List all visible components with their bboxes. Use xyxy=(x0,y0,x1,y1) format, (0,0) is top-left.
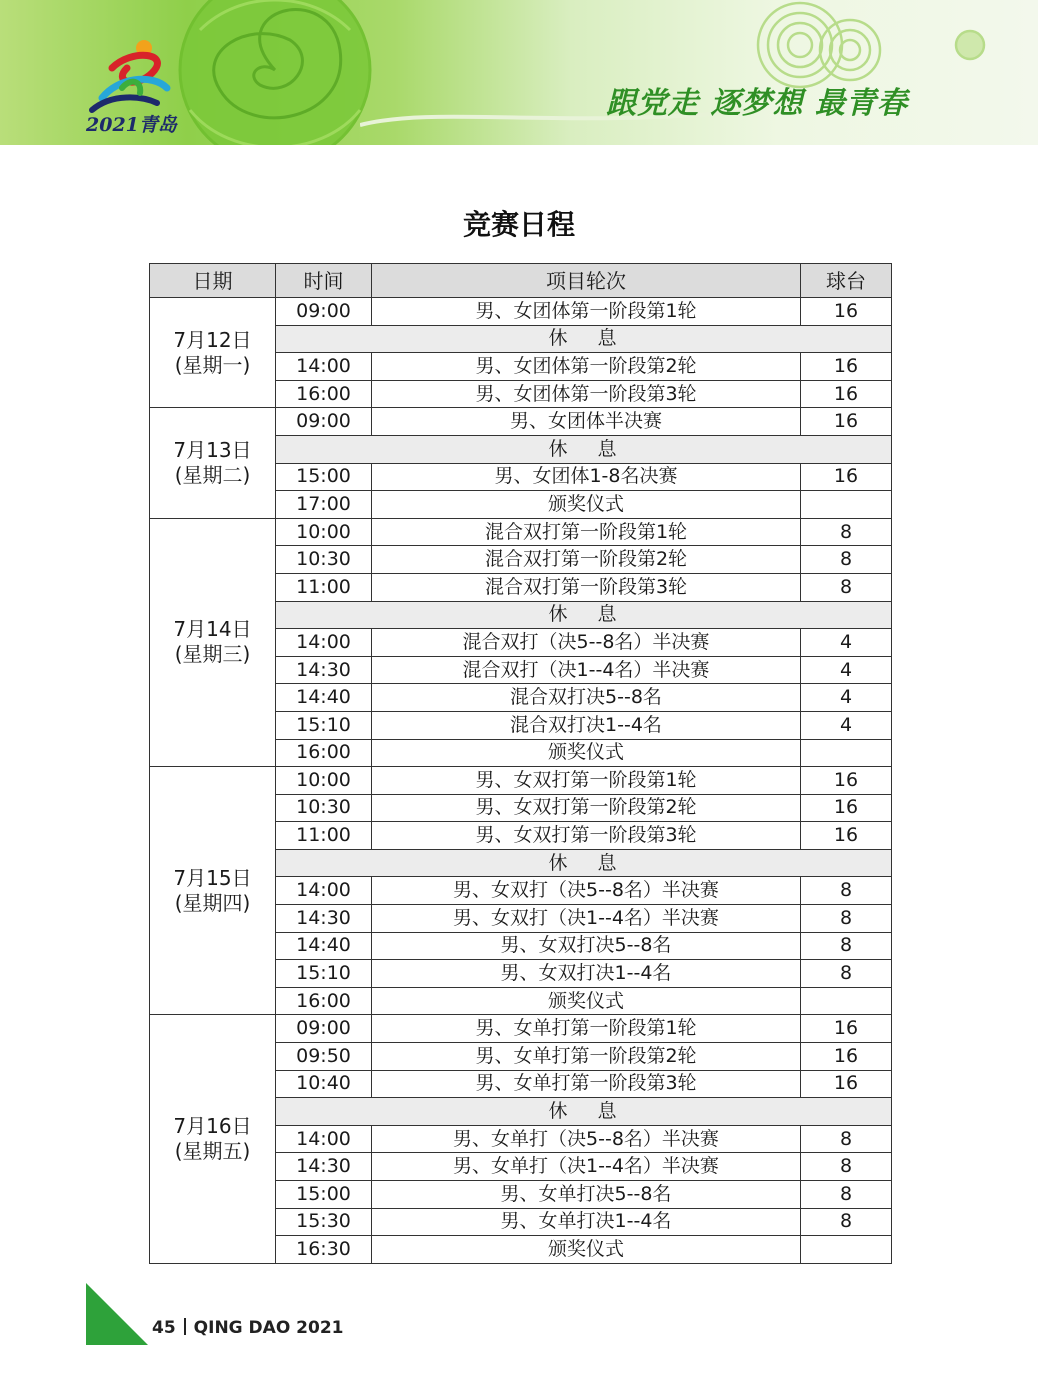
time-cell: 14:40 xyxy=(276,932,372,960)
publication-name: QING DAO 2021 xyxy=(193,1318,344,1338)
rest-label-a: 休 xyxy=(548,327,570,350)
tables-cell: 4 xyxy=(801,629,892,657)
event-cell: 男、女单打第一阶段第2轮 xyxy=(372,1043,801,1071)
time-cell: 15:10 xyxy=(276,711,372,739)
event-cell: 混合双打（决1--4名）半决赛 xyxy=(372,656,801,684)
event-cell: 男、女团体第一阶段第1轮 xyxy=(372,298,801,326)
tables-cell: 8 xyxy=(801,1181,892,1209)
tables-cell: 8 xyxy=(801,518,892,546)
tables-cell: 8 xyxy=(801,1125,892,1153)
page-title: 竞赛日程 xyxy=(462,208,575,241)
tables-cell: 16 xyxy=(801,408,892,436)
column-header-tables: 球台 xyxy=(801,264,892,298)
tables-cell: 8 xyxy=(801,877,892,905)
rest-label-a: 休 xyxy=(548,851,570,874)
event-cell: 混合双打第一阶段第2轮 xyxy=(372,546,801,574)
column-header-event: 项目轮次 xyxy=(372,264,801,298)
tables-cell: 16 xyxy=(801,353,892,381)
event-cell: 男、女双打第一阶段第3轮 xyxy=(372,822,801,850)
rest-label-b: 息 xyxy=(597,1100,619,1123)
rest-cell xyxy=(276,849,892,877)
tables-cell: 8 xyxy=(801,1208,892,1236)
green-flower-graphic xyxy=(160,0,390,145)
time-cell: 15:00 xyxy=(276,463,372,491)
rest-label-b: 息 xyxy=(597,327,619,350)
event-cell: 男、女单打第一阶段第3轮 xyxy=(372,1070,801,1098)
event-cell: 男、女单打（决1--4名）半决赛 xyxy=(372,1153,801,1181)
time-cell: 10:40 xyxy=(276,1070,372,1098)
weekday-text: (星期五) xyxy=(174,1139,251,1164)
rest-label-b: 息 xyxy=(597,437,619,460)
event-cell: 男、女单打决1--4名 xyxy=(372,1208,801,1236)
time-cell: 16:00 xyxy=(276,739,372,767)
qingdao-2021-logo-icon xyxy=(82,38,182,118)
table-row xyxy=(150,767,892,795)
event-cell: 混合双打第一阶段第3轮 xyxy=(372,573,801,601)
tables-cell xyxy=(801,739,892,767)
time-cell: 11:00 xyxy=(276,822,372,850)
schedule-table xyxy=(149,263,892,1264)
time-cell: 14:30 xyxy=(276,656,372,684)
event-cell: 男、女双打（决5--8名）半决赛 xyxy=(372,877,801,905)
event-cell: 混合双打决1--4名 xyxy=(372,711,801,739)
tables-cell: 8 xyxy=(801,960,892,988)
time-cell: 09:00 xyxy=(276,1015,372,1043)
green-corner-triangle xyxy=(86,1283,148,1345)
tables-cell: 4 xyxy=(801,711,892,739)
time-cell: 09:50 xyxy=(276,1043,372,1071)
tables-cell: 16 xyxy=(801,298,892,326)
table-row xyxy=(150,408,892,436)
date-text: 7月13日 xyxy=(173,438,252,463)
rest-cell xyxy=(276,1098,892,1126)
tables-cell: 8 xyxy=(801,573,892,601)
tables-cell: 16 xyxy=(801,822,892,850)
time-cell: 10:30 xyxy=(276,546,372,574)
weekday-text: (星期三) xyxy=(174,642,251,667)
tables-cell: 16 xyxy=(801,794,892,822)
tables-cell: 16 xyxy=(801,380,892,408)
time-cell: 09:00 xyxy=(276,408,372,436)
event-cell: 男、女双打第一阶段第1轮 xyxy=(372,767,801,795)
date-text: 7月12日 xyxy=(173,327,252,352)
time-cell: 16:30 xyxy=(276,1236,372,1264)
time-cell: 14:00 xyxy=(276,353,372,381)
event-cell: 颁奖仪式 xyxy=(372,491,801,519)
rest-label-a: 休 xyxy=(548,1100,570,1123)
date-cell xyxy=(150,767,276,1015)
tables-cell: 8 xyxy=(801,1153,892,1181)
event-cell: 男、女双打决5--8名 xyxy=(372,932,801,960)
time-cell: 10:00 xyxy=(276,518,372,546)
time-cell: 16:00 xyxy=(276,380,372,408)
header-banner xyxy=(0,0,1038,145)
tables-cell: 16 xyxy=(801,463,892,491)
tables-cell: 4 xyxy=(801,656,892,684)
swirl-pattern-graphic xyxy=(740,0,1038,145)
time-cell: 10:30 xyxy=(276,794,372,822)
event-cell: 男、女单打第一阶段第1轮 xyxy=(372,1015,801,1043)
rest-label-b: 息 xyxy=(597,603,619,626)
event-cell: 颁奖仪式 xyxy=(372,1236,801,1264)
time-cell: 14:30 xyxy=(276,905,372,933)
event-cell: 男、女团体第一阶段第3轮 xyxy=(372,380,801,408)
date-cell xyxy=(150,298,276,408)
page-footer xyxy=(152,1318,344,1338)
time-cell: 14:00 xyxy=(276,629,372,657)
rest-cell xyxy=(276,435,892,463)
event-cell: 男、女双打决1--4名 xyxy=(372,960,801,988)
time-cell: 14:00 xyxy=(276,1125,372,1153)
rest-label-a: 休 xyxy=(548,437,570,460)
event-cell: 混合双打（决5--8名）半决赛 xyxy=(372,629,801,657)
time-cell: 14:00 xyxy=(276,877,372,905)
rest-label-b: 息 xyxy=(597,851,619,874)
weekday-text: (星期一) xyxy=(174,352,251,377)
event-cell: 混合双打第一阶段第1轮 xyxy=(372,518,801,546)
date-text: 7月15日 xyxy=(173,865,252,890)
tables-cell: 16 xyxy=(801,1070,892,1098)
time-cell: 16:00 xyxy=(276,987,372,1015)
date-text: 7月16日 xyxy=(173,1114,252,1139)
table-row xyxy=(150,298,892,326)
rest-cell xyxy=(276,601,892,629)
tables-cell: 8 xyxy=(801,905,892,933)
date-cell xyxy=(150,1015,276,1263)
tables-cell: 16 xyxy=(801,1043,892,1071)
tables-cell xyxy=(801,1236,892,1264)
column-header-date: 日期 xyxy=(150,264,276,298)
event-cell: 颁奖仪式 xyxy=(372,739,801,767)
table-row xyxy=(150,1015,892,1043)
table-row xyxy=(150,518,892,546)
tables-cell: 4 xyxy=(801,684,892,712)
time-cell: 09:00 xyxy=(276,298,372,326)
date-cell xyxy=(150,518,276,766)
event-cell: 混合双打决5--8名 xyxy=(372,684,801,712)
time-cell: 17:00 xyxy=(276,491,372,519)
time-cell: 15:00 xyxy=(276,1181,372,1209)
tables-cell: 8 xyxy=(801,932,892,960)
date-text: 7月14日 xyxy=(173,617,252,642)
event-cell: 男、女单打决5--8名 xyxy=(372,1181,801,1209)
tables-cell: 16 xyxy=(801,767,892,795)
weekday-text: (星期二) xyxy=(174,463,251,488)
time-cell: 11:00 xyxy=(276,573,372,601)
logo-year-text: 2021青岛 xyxy=(86,114,177,136)
slogan-text: 跟党走 逐梦想 最青春 xyxy=(606,86,908,121)
time-cell: 14:40 xyxy=(276,684,372,712)
time-cell: 15:30 xyxy=(276,1208,372,1236)
tables-cell: 8 xyxy=(801,546,892,574)
event-cell: 男、女团体第一阶段第2轮 xyxy=(372,353,801,381)
rest-label-a: 休 xyxy=(548,603,570,626)
rest-cell xyxy=(276,325,892,353)
column-header-time: 时间 xyxy=(276,264,372,298)
time-cell: 14:30 xyxy=(276,1153,372,1181)
event-cell: 颁奖仪式 xyxy=(372,987,801,1015)
event-cell: 男、女双打（决1--4名）半决赛 xyxy=(372,905,801,933)
event-cell: 男、女团体1-8名决赛 xyxy=(372,463,801,491)
time-cell: 15:10 xyxy=(276,960,372,988)
event-cell: 男、女双打第一阶段第2轮 xyxy=(372,794,801,822)
event-cell: 男、女单打（决5--8名）半决赛 xyxy=(372,1125,801,1153)
time-cell: 10:00 xyxy=(276,767,372,795)
footer-divider xyxy=(184,1318,186,1335)
weekday-text: (星期四) xyxy=(174,890,251,915)
page-number: 45 xyxy=(152,1318,176,1338)
event-cell: 男、女团体半决赛 xyxy=(372,408,801,436)
tables-cell xyxy=(801,491,892,519)
tables-cell: 16 xyxy=(801,1015,892,1043)
table-header-row xyxy=(150,264,892,298)
tables-cell xyxy=(801,987,892,1015)
date-cell xyxy=(150,408,276,518)
